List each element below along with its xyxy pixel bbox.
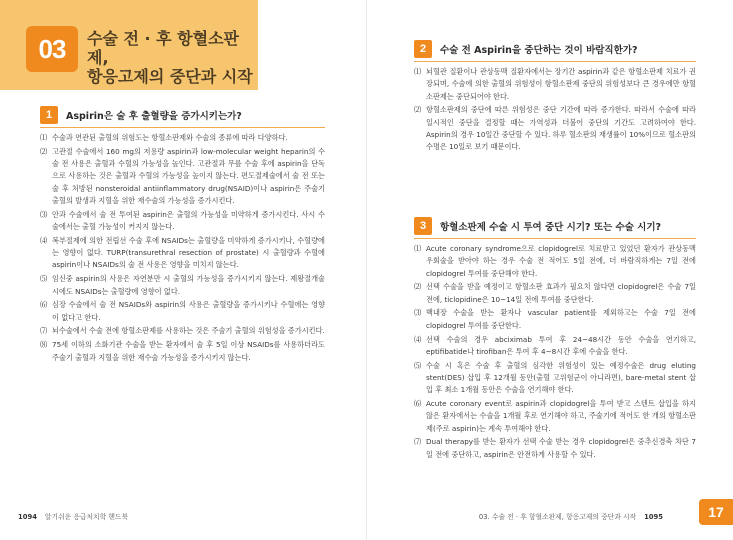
section-2-heading [414,38,637,60]
section-3-underline [414,238,696,239]
list-item: ⑶ 안과 수술에서 술 전 투여된 aspirin은 출혈의 가능성을 미약하게 증가시킨다. 사시 수술에서는 출혈 가능성이 커지지 않는다. [40,209,325,232]
running-chapter-title: 03. 수술 전 · 후 항혈소판제, 항응고제의 중단과 시작 [478,513,637,521]
section-3-title: 항혈소판제 수술 시 투여 중단 시기? 또는 수술 시기? [440,222,662,233]
list-item: ⑴ 뇌혈관 질환이나 관상동맥 질환자에서는 장기간 aspirin과 같은 항혈소판제 치료가 권장되며, 수술에 의한 출혈의 위험성이 항혈소판제 중단의 위험성보다 큰 경우에만 항혈소판제는 중단되어야 한다. [414,67,696,101]
section-1-underline [40,127,325,128]
section-2-title: 수술 전 Aspirin을 중단하는 것이 바람직한가? [440,45,638,56]
list-item: ⑷ 선택 수술의 경우 abciximab 투여 후 24~48시간 동안 수술을 연기하고, eptifibatide나 tirofiban은 투여 후 4~8시간 후에 수술을 한다. [414,334,696,356]
section-2-underline [414,61,696,62]
chapter-tab: 17 [699,499,733,525]
chapter-title-line-1: 수술 전 · 후 항혈소판제, [87,29,240,67]
section-1-list [40,132,325,365]
book-title: 알기쉬운 응급처치학 핸드북 [44,513,129,521]
page-number-left: 1094 [18,513,37,521]
list-item: ⑹ 심장 수술에서 술 전 NSAIDs와 aspirin의 사용은 출혈량을 증가시키나 수혈에는 영향이 없다고 한다. [40,300,325,322]
chapter-title [87,29,257,86]
list-item: ⑵ 선택 수술을 받을 예정이고 항혈소판 효과가 필요치 않다면 clopidogrel은 수술 7일 전에, ticlopidine은 10~14일 전에 투여를 중단한다. [414,282,696,304]
list-item: ⑷ 복부절제에 의한 전립선 수술 후에 NSAIDs는 출혈량을 미약하게 증가시키나, 수혈량에는 영향이 없다. TURP(transurethral resection of prostate) 시 출혈량과 수혈에 aspirin이나 NSAIDs의 술 전 사용은 영향을 미치지 않는다. [40,235,325,270]
section-3-heading [414,215,661,237]
list-item: ⑶ 백내장 수술을 받는 환자나 vascular patient를 제외하고는 수술 7일 전에 clopidogrel 투여를 중단한다. [414,308,696,330]
chapter-title-line-2: 항응고제의 중단과 시작 [87,67,253,86]
section-2-number: 2 [414,40,432,58]
list-item: ⑻ 75세 이하의 소화기관 수술을 받는 환자에서 술 후 5일 이상 NSAIDs를 사용하더라도 주술기 출혈과 지혈을 위한 재수술 가능성을 증가시키지 않는다. [40,340,325,362]
list-item: ⑴ 수술과 연관된 출혈의 위험도는 항혈소판제와 수술의 종류에 따라 다양하다. [40,133,288,142]
left-page [0,0,366,540]
section-2-list [414,66,696,155]
footer-left [18,511,128,521]
list-item: ⑹ Acute coronary event로 aspirin과 clopidogrel을 투여 받고 스텐트 삽입을 하지 않은 환자에서는 수술을 1개월 후로 연기해야 하고, 주술기에 적어도 한 개의 항혈소판제(주로 aspirin)는 계속 투여해야 한다. [414,399,696,433]
right-page [367,0,733,540]
section-1-heading [40,104,242,126]
list-item: ⑺ Dual therapy를 받는 환자가 선택 수술 받는 경우 clopidogrel은 중추신경축 차단 7일 전에 중단하고, aspirin은 안전하게 사용할 수 있다. [414,437,696,459]
list-item: ⑸ 임신중 aspirin의 사용은 자연분만 시 출혈의 가능성을 증가시키지 않는다. 제왕절개술 시에도 NSAIDs는 출혈량에 영향이 없다. [40,274,325,296]
section-3-number: 3 [414,217,432,235]
list-item: ⑵ 고관절 수술에서 160 mg의 저용량 aspirin과 low-molecular weight heparin의 수술 전 사용은 출혈과 수혈의 가능성을 높인다. 고관절과 무릎 수술 후에 aspirin을 단독으로 사용하는 것은 출혈과 수혈의 가능성을 높이지 않는다. 편도절제술에서 술 전 또는 술 후 처방된 nonsteroidal antiinflammatory drug(NSAID)이나 aspirin은 주술기 출혈의 발생과 지혈을 위한 재수술의 가능성을 증가시킨다. [40,146,325,205]
page-number-right: 1095 [644,513,663,521]
section-1-number: 1 [40,106,58,124]
list-item: ⑴ Acute coronary syndrome으로 clopidogrel로 치료받고 있었던 환자가 관상동맥 우회술을 받아야 하는 경우 수술 전 적어도 5일 전에, 더 바람직하게는 7일 전에 clopidogrel 투여를 중단해야 한다. [414,244,696,278]
chapter-number-badge: 03 [26,26,78,72]
list-item: ⑸ 수술 시 혹은 수술 후 출혈의 심각한 위험성이 있는 예정수술은 drug eluting stent(DES) 삽입 후 12개월 동안(출혈 고위험군이 아니라면), bare-metal stent 삽입 후 최소 1개월 동안은 수술을 연기해야 한다. [414,360,696,395]
list-item: ⑵ 항혈소판제의 중단에 따른 위험성은 중단 기간에 따라 증가한다. 따라서 수술에 따라 일시적인 중단을 결정할 때는 가역성과 더불어 중단의 기간도 고려하여야 한다. Aspirin의 경우 10일간 중단할 수 있다. 하루 혈소판의 재생률이 10%이므로 혈소판의 수명은 10일로 보기 때문이다. [414,105,696,152]
list-item: ⑺ 뇌수술에서 수술 전에 항혈소판제를 사용하는 것은 주술기 출혈의 위험성을 증가시킨다. [40,326,325,336]
section-3-list [414,243,696,463]
section-1-title: Aspirin은 술 후 출혈량을 증가시키는가? [66,111,242,122]
footer-right [479,511,663,521]
